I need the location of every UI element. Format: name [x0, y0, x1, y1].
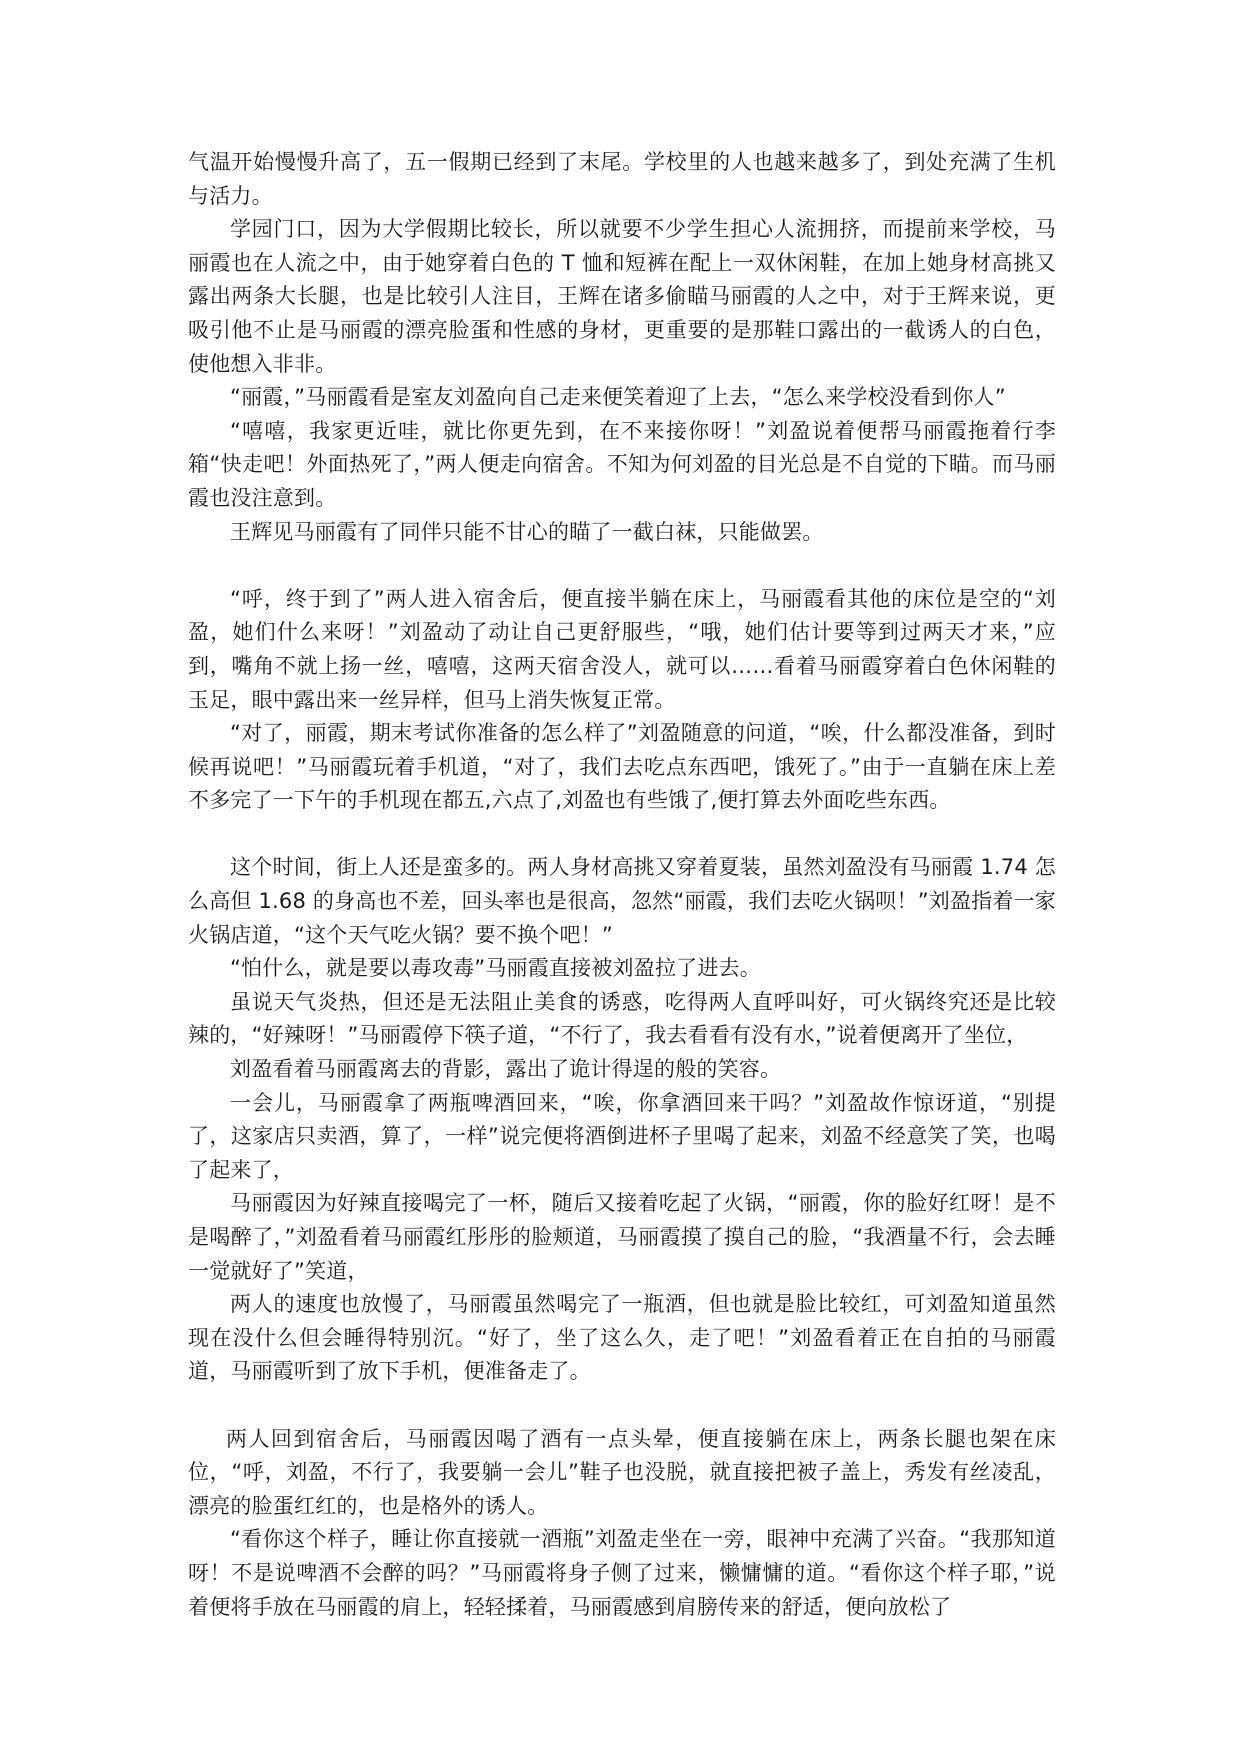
- paragraph: 马丽霞因为好辣直接喝完了一杯，随后又接着吃起了火锅，“丽霞，你的脸好红呀！是不是喝醉了，”刘盈看着马丽霞红彤彤的脸颊道，马丽霞摸了摸自己的脸，“我酒量不行，会去睡一觉就好了”笑道，: [188, 1191, 1056, 1283]
- paragraph-gap: [188, 1389, 1056, 1423]
- paragraph: 虽说天气炎热，但还是无法阻止美食的诱惑，吃得两人直呼叫好，可火锅终究还是比较辣的，“好辣呀！”马丽霞停下筷子道，“不行了，我去看看有没有水，”说着便离开了坐位，: [188, 989, 1056, 1048]
- paragraph: 学园门口，因为大学假期比较长，所以就要不少学生担心人流拥挤，而提前来学校，马丽霞也在人流之中，由于她穿着白色的 T 恤和短裤在配上一双休闲鞋，在加上她身材高挑又露出两条大长腿，也是比较引人注目，王辉在诸多偷瞄马丽霞的人之中，对于王辉来说，更吸引他不止是马丽霞的漂亮脸蛋和性感的身材，更重要的是那鞋口露出的一截诱人的白色，使他想入非非。: [188, 217, 1056, 376]
- document-body: [188, 146, 1056, 1624]
- paragraph: 两人的速度也放慢了，马丽霞虽然喝完了一瓶酒，但也就是脸比较红，可刘盈知道虽然现在没什么但会睡得特别沉。“好了，坐了这么久，走了吧！”刘盈看着正在自拍的马丽霞道，马丽霞听到了放下手机，便准备走了。: [188, 1292, 1056, 1384]
- paragraph: “呼，终于到了”两人进入宿舍后，便直接半躺在床上，马丽霞看其他的床位是空的“刘盈，她们什么来呀！”刘盈动了动让自己更舒服些，“哦，她们估计要等到过两天才来，”应到，嘴角不就上扬一丝，嘻嘻，这两天宿舍没人，就可以……看着马丽霞穿着白色休闲鞋的玉足，眼中露出来一丝异样，但马上消失恢复正常。: [188, 586, 1056, 712]
- paragraph: “嘻嘻，我家更近哇，就比你更先到，在不来接你呀！”刘盈说着便帮马丽霞拖着行李箱“快走吧！外面热死了，”两人便走向宿舍。不知为何刘盈的目光总是不自觉的下瞄。而马丽霞也没注意到。: [188, 418, 1056, 510]
- paragraph: 气温开始慢慢升高了，五一假期已经到了末尾。学校里的人也越来越多了，到处充满了生机与活力。: [188, 150, 1056, 208]
- paragraph: “对了，丽霞，期末考试你准备的怎么样了”刘盈随意的问道，“唉，什么都没准备，到时候再说吧！”马丽霞玩着手机道，“对了，我们去吃点东西吧，饿死了。”由于一直躺在床上差不多完了一下午的手机现在都五,六点了,刘盈也有些饿了,便打算去外面吃些东西。: [188, 721, 1056, 813]
- paragraph: 这个时间，街上人还是蛮多的。两人身材高挑又穿着夏装，虽然刘盈没有马丽霞 1.74 怎么高但 1.68 的身高也不差，回头率也是很高，忽然“丽霞，我们去吃火锅呗！”刘盈指着一家火锅店道，“这个天气吃火锅？要不换个吧！”: [188, 855, 1056, 947]
- paragraph: 刘盈看着马丽霞离去的背影，露出了诡计得逞的般的笑容。: [230, 1057, 782, 1082]
- paragraph: “怕什么，就是要以毒攻毒”马丽霞直接被刘盈拉了进去。: [230, 956, 761, 981]
- paragraph: 两人回到宿舍后，马丽霞因喝了酒有一点头晕，便直接躺在床上，两条长腿也架在床位，“呼，刘盈，不行了，我要躺一会儿”鞋子也没脱，就直接把被子盖上，秀发有丝凌乱，漂亮的脸蛋红红的，也是格外的诱人。: [188, 1426, 1056, 1518]
- paragraph: “看你这个样子，睡让你直接就一酒瓶”刘盈走坐在一旁，眼神中充满了兴奋。“我那知道呀！不是说啤酒不会醉的吗？”马丽霞将身子侧了过来，懒慵慵的道。“看你这个样子耶，”说着便将手放在马丽霞的肩上，轻轻揉着，马丽霞感到肩膀传来的舒适，便向放松了: [188, 1527, 1056, 1619]
- paragraph: “丽霞，”马丽霞看是室友刘盈向自己走来便笑着迎了上去，“怎么来学校没看到你人”: [230, 385, 1006, 410]
- paragraph-gap: [188, 549, 1056, 583]
- paragraph-gap: [188, 818, 1056, 852]
- paragraph: 王辉见马丽霞有了同伴只能不甘心的瞄了一截白袜，只能做罢。: [230, 519, 824, 544]
- paragraph: 一会儿，马丽霞拿了两瓶啤酒回来，“唉，你拿酒回来干吗？”刘盈故作惊讶道，“别提了，这家店只卖酒，算了，一样”说完便将酒倒进杯子里喝了起来，刘盈不经意笑了笑，也喝了起来了，: [188, 1090, 1056, 1182]
